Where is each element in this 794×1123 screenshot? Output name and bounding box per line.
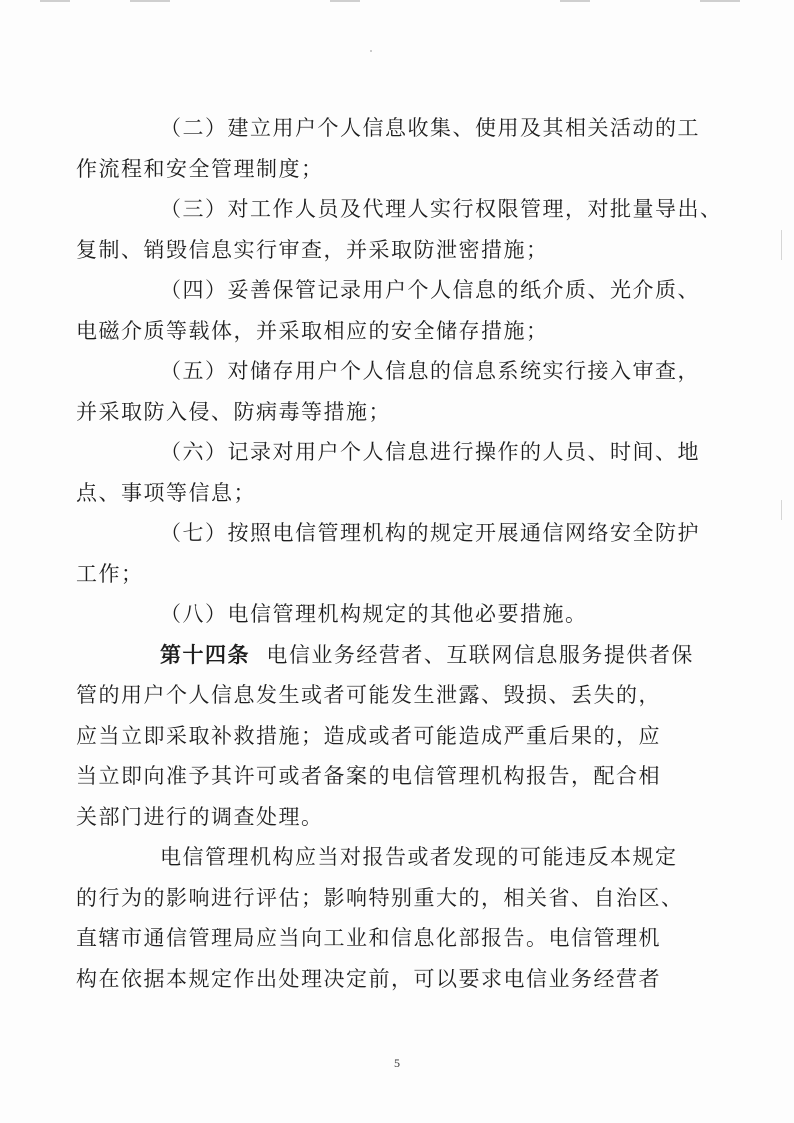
scan-artifact: [781, 230, 782, 260]
scan-artifact: [130, 0, 170, 2]
text-line: [118, 635, 694, 676]
paragraph-item-8: [118, 594, 688, 635]
page-number: 5: [394, 1056, 400, 1070]
paragraph-item-7: [76, 513, 700, 594]
text-line: 电信管理机构应当对报告或者发现的可能违反本规定: [160, 845, 678, 869]
text-line: （七）按照电信管理机构的规定开展通信网络安全防护: [160, 521, 700, 545]
text-line: 关部门进行的调查处理。: [76, 804, 324, 829]
text-line: 并采取防入侵、防病毒等措施；: [76, 399, 391, 424]
text-line: 工作；: [76, 561, 144, 586]
paragraph-item-2: [76, 108, 700, 189]
text-line: 当立即向准予其许可或者备案的电信管理机构报告，配合相: [76, 764, 661, 788]
text-line: 的行为的影响进行评估；影响特别重大的，相关省、自治区、: [76, 885, 684, 910]
text-line: （五）对储存用户个人信息的信息系统实行接入审查，: [160, 359, 700, 383]
scan-artifact: [700, 0, 740, 2]
text-line: 电磁介质等载体，并采取相应的安全储存措施；: [76, 318, 549, 343]
scan-artifact: [560, 0, 590, 2]
scan-artifact: [370, 50, 372, 52]
text-line: （八）电信管理机构规定的其他必要措施。: [160, 602, 588, 626]
paragraph-item-5: [76, 351, 700, 432]
article-14: [76, 635, 694, 838]
document-body: [76, 108, 723, 999]
text-line: 复制、销毁信息实行审查，并采取防泄密措施；: [76, 237, 549, 262]
text-line: 应当立即采取补救措施；造成或者可能造成严重后果的，应: [76, 723, 661, 748]
article-text: 电信业务经营者、互联网信息服务提供者保: [266, 642, 694, 667]
paragraph-item-3: [76, 189, 723, 270]
text-line: 直辖市通信管理局应当向工业和信息化部报告。电信管理机: [76, 926, 661, 950]
final-paragraph: [76, 837, 688, 999]
text-line: （三）对工作人员及代理人实行权限管理，对批量导出、: [160, 197, 723, 221]
paragraph-item-4: [76, 270, 700, 351]
text-line: （四）妥善保管记录用户个人信息的纸介质、光介质、: [160, 278, 700, 302]
article-heading: 第十四条: [160, 641, 250, 667]
text-line: （六）记录对用户个人信息进行操作的人员、时间、地: [160, 440, 700, 464]
text-line: 作流程和安全管理制度；: [76, 156, 324, 181]
text-line: （二）建立用户个人信息收集、使用及其相关活动的工: [160, 116, 700, 140]
text-line: 构在依据本规定作出处理决定前，可以要求电信业务经营者: [76, 966, 661, 991]
scan-artifact: [781, 500, 782, 520]
scan-artifact: [330, 0, 360, 2]
text-line: 点、事项等信息；: [76, 480, 256, 505]
paragraph-item-6: [76, 432, 700, 513]
text-line: 管的用户个人信息发生或者可能发生泄露、毁损、丢失的，: [76, 683, 661, 707]
scan-artifact: [40, 0, 70, 2]
